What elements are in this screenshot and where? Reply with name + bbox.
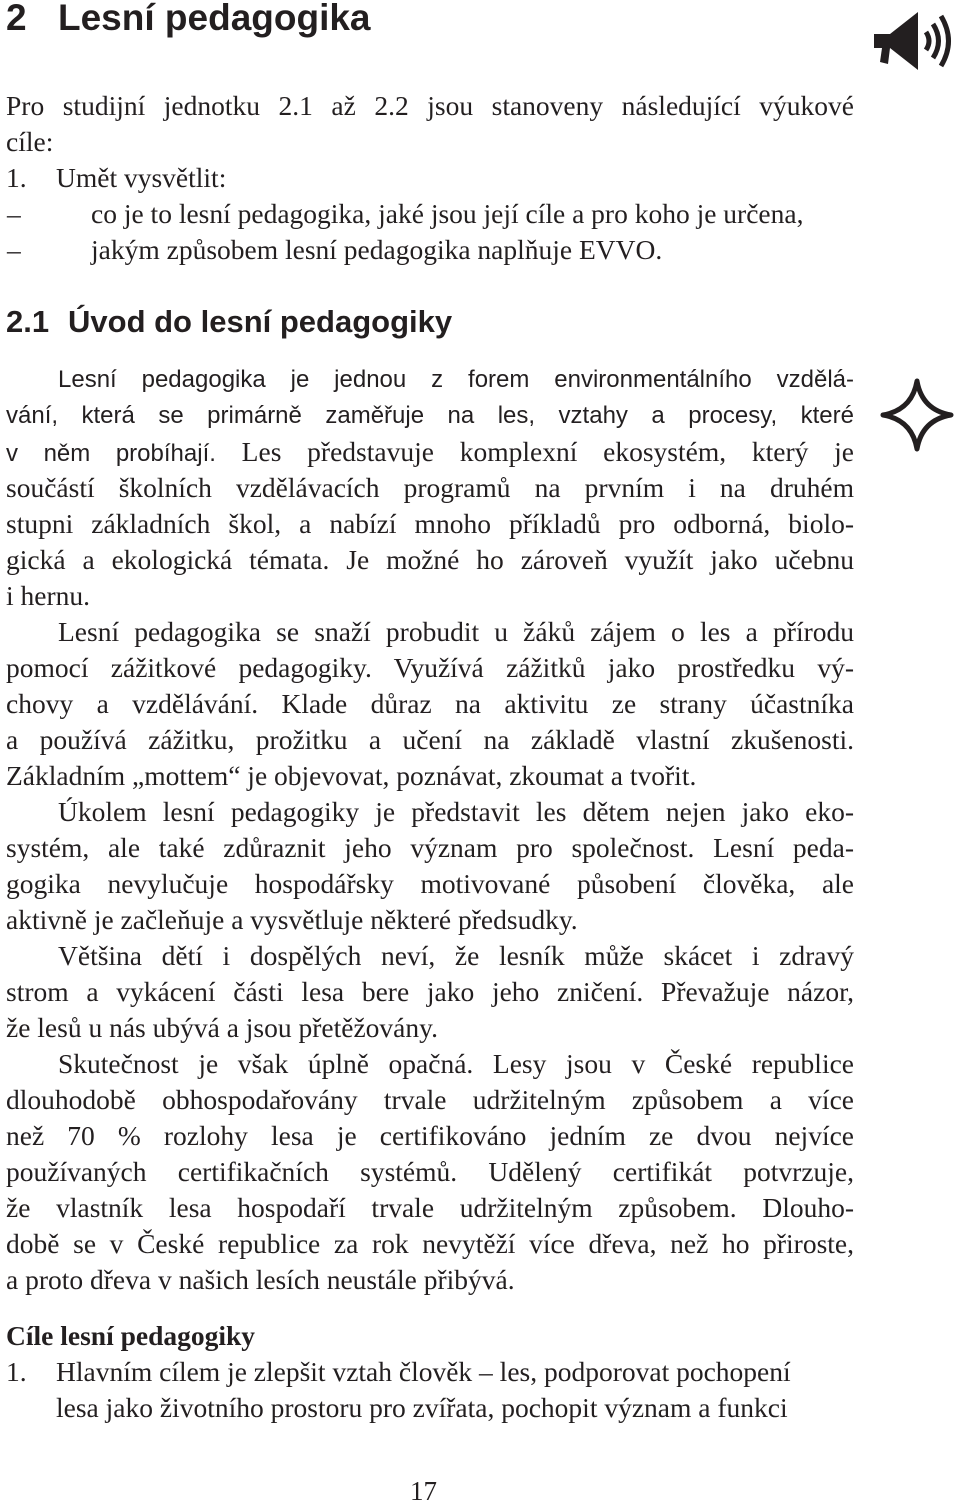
objective-bullet [6, 232, 662, 268]
body-line: dlouhodobě obhospodařovány trvale udržitelným způsobem a více [6, 1084, 854, 1115]
body-line: aktivně je začleňuje a vysvětluje některé předsudky. [6, 904, 578, 935]
body-line: době se v České republice za rok nevytěží více dřeva, než ho přiroste, [6, 1228, 854, 1259]
intro-line: cíle: [6, 126, 54, 157]
body-line: strom a vykácení části lesa bere jako jeho zničení. Převažuje názor, [6, 976, 854, 1007]
body-line: gogika nevylučuje hospodářsky motivované působení člověka, ale [6, 868, 854, 899]
body-line: i hernu. [6, 580, 91, 611]
goal-text: Hlavním cílem je zlepšit vztah člověk – les, podporovat pochopení [56, 1356, 791, 1387]
body-line: než 70 % rozlohy lesa je certifikováno jedním ze dvou nejvíce [6, 1120, 854, 1151]
body-line: stupni základních škol, a nabízí mnoho příkladů pro odborná, biolo- [6, 508, 854, 539]
body-line: že vlastník lesa hospodaří trvale udržitelným způsobem. Dlouho- [6, 1192, 854, 1223]
objective-bullet [6, 196, 803, 232]
body-line: chovy a vzdělávání. Klade důraz na aktivitu ze strany účastníka [6, 688, 854, 719]
body-line: Základním „mottem“ je objevovat, poznávat, zkoumat a tvořit. [6, 760, 697, 791]
chapter-number: 2 [6, 0, 27, 38]
body-line: systém, ale také zdůraznit jeho význam pro společnost. Lesní peda- [6, 832, 854, 863]
body-line: pomocí zážitkové pedagogiky. Využívá zážitků jako prostředku vý- [6, 652, 854, 683]
goal-item [6, 1354, 791, 1390]
intro-line: Pro studijní jednotku 2.1 až 2.2 jsou stanoveny následující výukové [6, 90, 854, 121]
body-line: Lesní pedagogika se snaží probudit u žáků zájem o les a přírodu [58, 616, 854, 647]
subsection-heading: Cíle lesní pedagogiky [6, 1320, 256, 1351]
body-serif-fragment: Les představuje komplexní ekosystém, který je [215, 436, 854, 467]
body-line: že lesů u nás ubývá a jsou přetěžovány. [6, 1012, 438, 1043]
goal-number: 1. [6, 1356, 27, 1387]
body-line: a používá zážitku, prožitku a učení na základě vlastní zkušenosti. [6, 724, 854, 755]
body-sans-fragment: v něm probíhají. [6, 440, 216, 467]
body-line-mixed [6, 434, 854, 472]
body-line: Úkolem lesní pedagogiky je představit les dětem nejen jako eko- [58, 796, 854, 827]
four-point-star-icon [880, 378, 954, 452]
body-line: gická a ekologická témata. Je možné ho zároveň využít jako učebnu [6, 544, 854, 575]
section-number: 2.1 [6, 304, 50, 339]
bullet-text: co je to lesní pedagogika, jaké jsou její cíle a pro koho je určena, [91, 198, 804, 229]
body-line: Většina dětí i dospělých neví, že lesník může skácet i zdravý [58, 940, 854, 971]
bullet-text: jakým způsobem lesní pedagogika naplňuje EVVO. [91, 234, 663, 265]
dash-marker: – [7, 198, 21, 229]
body-line: vání, která se primárně zaměřuje na les, vztahy a procesy, které [6, 402, 854, 429]
chapter-heading [6, 0, 371, 40]
chapter-title: Lesní pedagogika [58, 0, 371, 38]
body-line: Lesní pedagogika je jednou z forem environmentálního vzdělá- [58, 366, 854, 393]
section-title: Úvod do lesní pedagogiky [68, 304, 453, 339]
objective-item [6, 160, 226, 196]
section-heading [6, 302, 452, 342]
body-line: součástí školních vzdělávacích programů na prvním i na druhém [6, 472, 854, 503]
objective-text: Umět vysvětlit: [56, 162, 227, 193]
megaphone-icon [868, 4, 958, 78]
objective-number: 1. [6, 162, 27, 193]
dash-marker: – [7, 234, 21, 265]
page-number: 17 [410, 1476, 437, 1506]
body-line: Skutečnost je však úplně opačná. Lesy jsou v České republice [58, 1048, 854, 1079]
goal-item-continuation: lesa jako životního prostoru pro zvířata, pochopit význam a funkci [56, 1392, 788, 1423]
body-line: používaných certifikačních systémů. Udělený certifikát potvrzuje, [6, 1156, 854, 1187]
body-line: a proto dřeva v našich lesích neustále přibývá. [6, 1264, 515, 1295]
